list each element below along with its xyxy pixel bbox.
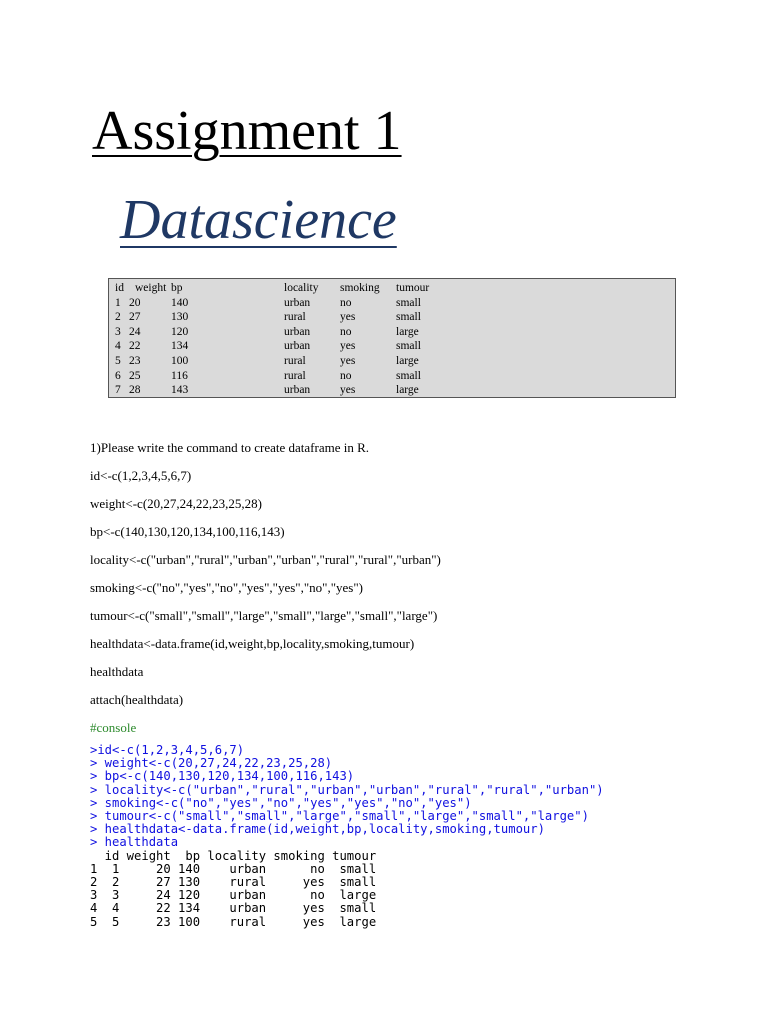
header-smoking: smoking — [340, 282, 380, 294]
header-locality: locality — [284, 282, 319, 294]
cell-weight: 20 — [129, 296, 141, 309]
table-row — [109, 325, 675, 340]
table-header-row — [109, 281, 675, 296]
header-tumour: tumour — [396, 282, 430, 294]
cell-tumour: small — [396, 369, 421, 382]
cell-id: 2 — [115, 311, 121, 324]
document-title: Assignment 1 — [92, 100, 402, 162]
code-line: attach(healthdata) — [90, 692, 184, 707]
cell-weight: 24 — [129, 325, 141, 338]
cell-tumour: small — [396, 311, 421, 324]
console-command: > healthdata — [90, 835, 179, 850]
console-command: > locality<-c("urban","rural","urban","urban","rural","rural","urban") — [90, 782, 604, 797]
console-command: > tumour<-c("small","small","large","small","large","small","large") — [90, 809, 589, 824]
code-line: tumour<-c("small","small","large","small","large","small","large") — [90, 608, 438, 623]
table-row — [109, 354, 675, 369]
cell-locality: rural — [284, 369, 306, 382]
cell-id: 5 — [115, 354, 121, 367]
console-output-line: 4 4 22 134 urban yes small — [90, 901, 377, 916]
cell-id: 3 — [115, 325, 121, 338]
question-text: 1)Please write the command to create dataframe in R. — [90, 440, 370, 455]
console-command: > smoking<-c("no","yes","no","yes","yes","no","yes") — [90, 795, 472, 810]
r-console-output — [90, 744, 604, 929]
header-bp: bp — [171, 282, 183, 294]
cell-locality: rural — [284, 354, 306, 367]
cell-id: 4 — [115, 340, 121, 353]
cell-tumour: small — [396, 340, 421, 353]
cell-bp: 143 — [171, 384, 189, 397]
code-line: healthdata — [90, 664, 144, 679]
cell-tumour: large — [396, 354, 419, 367]
console-output-line: 2 2 27 130 rural yes small — [90, 875, 377, 890]
console-command: >id<-c(1,2,3,4,5,6,7) — [90, 743, 245, 757]
cell-weight: 22 — [129, 340, 141, 353]
code-line: id<-c(1,2,3,4,5,6,7) — [90, 468, 192, 483]
code-line: weight<-c(20,27,24,22,23,25,28) — [90, 496, 262, 511]
cell-smoking: no — [340, 296, 352, 309]
console-command: > bp<-c(140,130,120,134,100,116,143) — [90, 769, 355, 784]
document-subtitle: Datascience — [120, 189, 397, 251]
console-comment: #console — [90, 720, 137, 735]
cell-bp: 100 — [171, 354, 189, 367]
cell-smoking: yes — [340, 311, 356, 324]
cell-id: 1 — [115, 296, 121, 309]
cell-weight: 28 — [129, 384, 141, 397]
console-command: > healthdata<-data.frame(id,weight,bp,locality,smoking,tumour) — [90, 822, 545, 837]
code-line: locality<-c("urban","rural","urban","urban","rural","rural","urban") — [90, 552, 441, 567]
console-command: > weight<-c(20,27,24,22,23,25,28) — [90, 756, 333, 771]
cell-id: 7 — [115, 384, 121, 397]
cell-locality: rural — [284, 311, 306, 324]
code-line: healthdata<-data.frame(id,weight,bp,locality,smoking,tumour) — [90, 636, 415, 651]
cell-locality: urban — [284, 340, 311, 353]
console-output-line: 3 3 24 120 urban no large — [90, 888, 377, 903]
console-output-line: id weight bp locality smoking tumour — [90, 848, 377, 863]
table-row — [109, 339, 675, 354]
cell-locality: urban — [284, 325, 311, 338]
data-table-image — [108, 278, 676, 398]
cell-smoking: no — [340, 325, 352, 338]
cell-weight: 25 — [129, 369, 141, 382]
cell-tumour: large — [396, 384, 419, 397]
cell-locality: urban — [284, 296, 311, 309]
cell-weight: 23 — [129, 354, 141, 367]
cell-smoking: no — [340, 369, 352, 382]
code-line: bp<-c(140,130,120,134,100,116,143) — [90, 524, 285, 539]
console-output-line: 5 5 23 100 rural yes large — [90, 914, 377, 929]
table-row — [109, 310, 675, 325]
cell-locality: urban — [284, 384, 311, 397]
cell-bp: 120 — [171, 325, 189, 338]
header-id: id — [115, 282, 124, 294]
cell-bp: 134 — [171, 340, 189, 353]
cell-smoking: yes — [340, 354, 356, 367]
table-row — [109, 383, 675, 398]
cell-bp: 130 — [171, 311, 189, 324]
cell-bp: 116 — [171, 369, 188, 382]
cell-smoking: yes — [340, 340, 356, 353]
table-row — [109, 296, 675, 311]
cell-smoking: yes — [340, 384, 356, 397]
console-output-line: 1 1 20 140 urban no small — [90, 861, 377, 876]
cell-bp: 140 — [171, 296, 189, 309]
cell-weight: 27 — [129, 311, 141, 324]
cell-id: 6 — [115, 369, 121, 382]
code-line: smoking<-c("no","yes","no","yes","yes","no","yes") — [90, 580, 363, 595]
table-row — [109, 369, 675, 384]
cell-tumour: small — [396, 296, 421, 309]
header-weight: weight — [135, 282, 167, 294]
cell-tumour: large — [396, 325, 419, 338]
